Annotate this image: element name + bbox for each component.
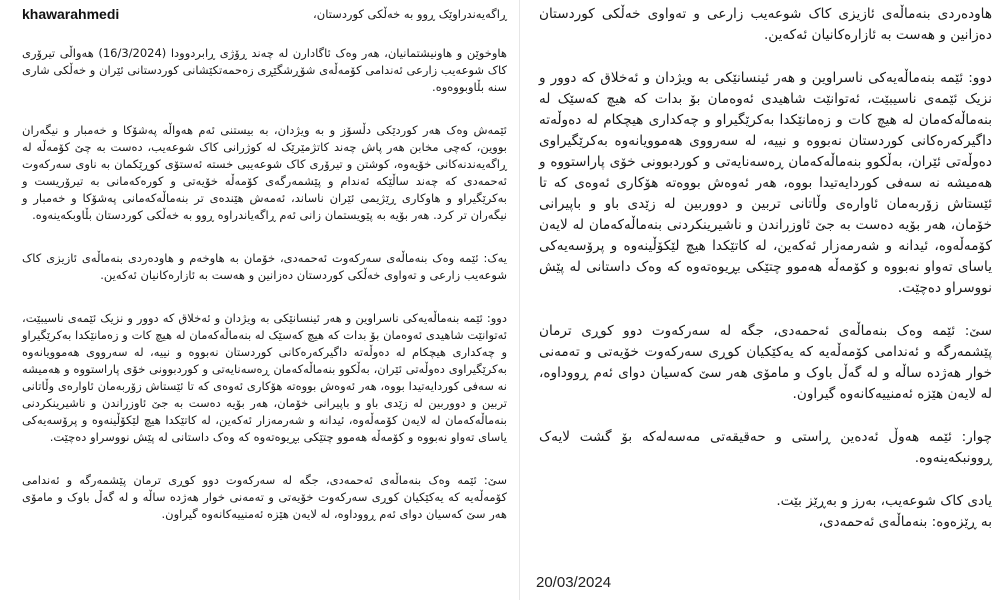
point-one-paragraph: یەک: ئێمە وەک بنەماڵەی سەرکەوت ئەحمەدی، خۆمان بە هاوخەم و هاودەردی بنەماڵەی ئازیزی کاک شوعەیب زارعی و تەواوی خەڵکی کوردستان دەزانین و هەست بە ئازارەکانیان ئەکەین. — [22, 251, 507, 282]
column-divider — [519, 0, 520, 600]
point-two-paragraph-right: دوو: ئێمە بنەماڵەیەکی ناسراوین و هەر ئینسانێکی بە ویژدان و ئەخلاق کە دوور و نزیک ئێمەی ناسیبێت، ئەتوانێت شاهیدی ئەوەمان بۆ بدات کە هیچ کەسێک لە بنەماڵەکەمان لە هیچ کات و زەمانێکدا بەکرێگیراو و چەکداری هیچکام لە دەوڵەتە داگیرکەرەکانی کوردستان نەبووە و نییە، لە سەرووی هەموویانەوە بەکرێگیراوی دەوڵەتی ئێران، بەڵکوو بنەماڵەکەمان ڕەسەنایەتی و کوردبوونی خۆی پاراستووە و هەمیشە نە سەفی کوردایەتیدا بووە، هەر ئەوەش بووەتە هۆکاری ئەوەی کە تا ئێستاش زۆربەمان ئاوارەی وڵاتانی تربین و دووربین لە زێدی باو و باپیرانی خۆمان، هەر بۆیە دەست بە جێ ئاوزراندن و ناشیرینکردنی بنەماڵەکەمان لە لایەن کۆمەڵەوە، ئیدانە و شەرمەزار ئەکەین، لە کاتێکدا هیچ لێکۆڵینەوە و پرۆسەیەکی یاسای تەواو نەبووە و کۆمەڵە هەموو چتێکی بڕیوەتەوە کە وەک داستانی لە پێش نووسراو دەچێت. — [539, 70, 992, 296]
context-paragraph: ئێمەش وەک هەر کوردێکی دڵسۆز و بە ویژدان، بە بیستنی ئەم هەواڵە پەشۆکا و خەمبار و نیگەران بووین، کەچی مخابن هەر پاش چەند کاتژمێرێک لە کوژرانی کاک شوعەیب، دەست بە چێ کۆمەڵە لە ڕاگەیەندنەکانی خۆیەوە، کوشتن و تیرۆری کاک شوعەیبی خستە ئەستۆی کوڕێکمان بە ناوی سەرکەوت ئەحمەدی کە چەند ساڵێکە ئەندام و پێشمەرگەی کۆمەڵە خۆیەتی و کورەکەمانی بە تیرۆریست و بەکرێگیراو و هاوکاری ڕێژیمی ئێران ناساند، ئەمەش هێندەی تر بنەماڵەکەمانی پەشۆکا و خەمبار و نیگەران تر کرد. هەر بۆیە بە پێویستمان زانی ئەم ڕاگەیاندراوە ڕوو بە خەڵکی کوردستان بڵاوبکەینەوە. — [22, 123, 507, 222]
point-three-paragraph: سێ: ئێمە وەک بنەماڵەی ئەحمەدی، جگە لە سەرکەوت دوو کوڕی ترمان پێشمەرگە و ئەندامی کۆمەڵەیە کە یەکێکیان کوڕی سەرکەوت خۆیەتی و تەمەنی خوار هەژدە ساڵە و لە گەڵ باوک و مامۆی هەر سێ کەسیان دوای ئەم ڕووداوە، لە لایەن هێزە ئەمنییەکانەوە گیراون. — [22, 473, 507, 521]
header-line — [22, 6, 507, 23]
announcement-heading: ڕاگەیەندراوێک ڕوو بە خەڵکی کوردستان، — [313, 7, 507, 21]
point-four-paragraph: چوار: ئێمە هەوڵ ئەدەین ڕاستی و حەقیقەتی مەسەلەکە بۆ گشت لایەک ڕوونبکەینەوە. — [539, 429, 992, 466]
signature-line: بە ڕێزەوە: بنەماڵەی ئەحمەدی، — [818, 514, 992, 530]
right-column — [525, 0, 1000, 600]
intro-paragraph: هاوخوێن و هاونیشتمانیان، هەر وەک ئاگادارن لە چەند ڕۆژی ڕابردوودا (16/3/2024) هەواڵی تیرۆری کاک شوعەیب زارعی ئەندامی کۆمەڵەی شۆڕشگێڕی زەحمەتکێشانی کوردستانی ئێران و خەڵکی شاری سنە بڵاوبووەوە. — [22, 46, 507, 94]
document-date: 20/03/2024 — [536, 574, 612, 591]
username: khawarahmedi — [22, 6, 120, 22]
point-one-continued: هاودەردی بنەماڵەی ئازیزی کاک شوعەیب زارعی و تەواوی خەڵکی کوردستان دەزانین و هەست بە ئازارەکانیان ئەکەین. — [539, 6, 992, 43]
point-two-paragraph: دوو: ئێمە بنەماڵەیەکی ناسراوین و هەر ئینسانێکی بە ویژدان و ئەخلاق کە دوور و نزیک ئێمەی ناسیبێت، ئەتوانێت شاهیدی ئەوەمان بۆ بدات کە هیچ کەسێک لە بنەماڵەکەمان لە هیچ کات و زەمانێکدا بەکرێگیراو و چەکداری هیچکام لە دەوڵەتە داگیرکەرەکانی کوردستان نەبووە و نییە، لە سەرووی هەموویانەوە بەکرێگیراوی دەوڵەتی ئێران، بەڵکوو بنەماڵەکەمان ڕەسەنایەتی و کوردبوونی خۆی پاراستووە و هەمیشە نە سەفی کوردایەتیدا بووە، هەر ئەوەش بووەتە هۆکاری ئەوەی کە تا ئێستاش زۆربەمان ئاوارەی وڵاتانی تربین و دووربین لە زێدی باو و باپیرانی خۆمان، هەر بۆیە دەست بە جێ ئاوزراندن و ناشیرینکردنی بنەماڵەکەمان لە لایەن کۆمەڵەوە، ئیدانە و شەرمەزار ئەکەین، لە کاتێکدا هیچ لێکۆڵینەوە و پرۆسەیەکی یاسای تەواو نەبووە و کۆمەڵە هەموو چتێکی بڕیوەتەوە کە وەک داستانی لە پێش نووسراو دەچێت. — [22, 311, 507, 444]
signoff-block — [539, 491, 992, 533]
point-three-paragraph-right: سێ: ئێمە وەک بنەماڵەی ئەحمەدی، جگە لە سەرکەوت دوو کوڕی ترمان پێشمەرگە و ئەندامی کۆمەڵەیە کە یەکێکیان کوڕی سەرکەوت خۆیەتی و تەمەنی خوار هەژدە ساڵە و لە گەڵ باوک و مامۆی هەر سێ کەسیان دوای ئەم ڕووداوە، لە لایەن هێزە ئەمنییەکانەوە گیراون. — [539, 323, 992, 402]
closing-line: یادی کاک شوعەیب، بەرز و بەڕێز بێت. — [776, 493, 992, 509]
